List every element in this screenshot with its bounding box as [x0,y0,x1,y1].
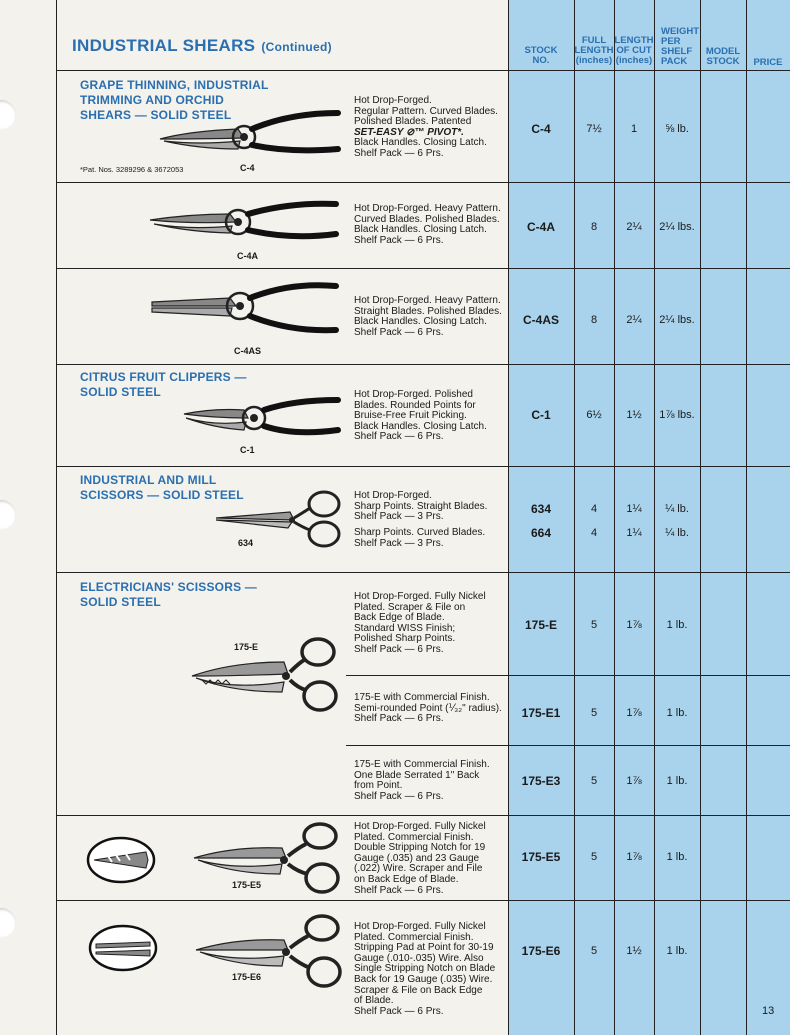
electricians-scissors-175e6-illustration [196,914,342,988]
weight-175e6: 1 lb. [666,945,688,957]
description-175e5: Hot Drop-Forged. Fully Nickel Plated. Commercial Finish. Double Stripping Notch for 19 Gauge (.035) and 23 Gauge (.022) Wire. Scraper and File on Back Edge of Blade. Shelf Pack — 6 Prs. [354,821,486,896]
row-divider [56,182,790,183]
table-shaded-area [508,0,790,1035]
row-divider [346,745,790,746]
full-length-c4: 7½ [586,123,602,135]
stock-no-c4: C-4 [531,122,551,136]
weight-c4: ⅝ lb. [665,123,689,135]
row-divider [346,675,790,676]
model-label-c4as: C-4AS [234,346,262,356]
stock-no-175e5: 175-E5 [521,850,561,864]
stock-no-664: 664 [530,526,552,540]
model-label-634: 634 [238,538,254,548]
row-divider [56,815,790,816]
binder-hole [0,908,16,938]
length-of-cut-c1: 1½ [626,409,642,421]
citrus-clippers-c1-illustration [184,394,340,444]
row-divider [56,70,790,71]
stock-no-c4as: C-4AS [522,313,559,327]
row-divider [56,572,790,573]
full-length-c4a: 8 [590,221,598,233]
length-of-cut-175e3: 1⅞ [626,775,642,787]
length-of-cut-664: 1¼ [626,527,642,539]
length-of-cut-175e1: 1⅞ [626,707,642,719]
electricians-scissors-175e-illustration [192,636,338,714]
model-label-175e5: 175-E5 [232,880,262,890]
column-header-stock-no: STOCK NO. [524,45,558,66]
electricians-scissors-175e5-illustration [194,822,340,894]
weight-c4as: 2¼ lbs. [659,314,695,326]
description-175e1: 175-E with Commercial Finish. Semi-rounded Point (⅟₃₂" radius). Shelf Pack — 6 Prs. [354,692,502,725]
weight-c4a: 2¼ lbs. [659,221,695,233]
section-title-citrus-clippers: CITRUS FRUIT CLIPPERS — SOLID STEEL [80,370,247,399]
row-divider [56,268,790,269]
pruning-shears-c4a-illustration [150,200,340,250]
page-title-continued: (Continued) [261,40,332,54]
blade-detail-175e6-illustration [88,924,158,972]
pruning-shears-c4as-illustration [150,280,340,340]
description-c4as: Hot Drop-Forged. Heavy Pattern. Straight Blades. Polished Blades. Black Handles. Closing Latch. Shelf Pack — 6 Prs. [354,295,502,338]
column-divider [700,0,701,1035]
stock-no-c4a: C-4A [526,220,555,234]
column-divider [614,0,615,1035]
length-of-cut-c4a: 2¼ [626,221,642,233]
section-title-electricians-scissors: ELECTRICIANS' SCISSORS — SOLID STEEL [80,580,258,609]
column-header-price: PRICE [753,57,783,68]
column-header-full-length: FULL LENGTH (inches) [574,35,614,66]
model-label-c1: C-1 [240,445,255,455]
full-length-175e1: 5 [590,707,598,719]
stock-no-175e: 175-E [524,618,558,632]
section-title-grape-shears: GRAPE THINNING, INDUSTRIAL TRIMMING AND ORCHID SHEARS — SOLID STEEL [80,78,269,122]
page-title: INDUSTRIAL SHEARS (Continued) [72,36,332,55]
column-header-weight: WEIGHT PER SHELF PACK [661,26,699,67]
weight-175e5: 1 lb. [666,851,688,863]
description-634: Hot Drop-Forged. Sharp Points. Straight Blades. Shelf Pack — 3 Prs. [354,490,488,523]
description-c1: Hot Drop-Forged. Polished Blades. Rounded Points for Bruise-Free Fruit Picking. Black Handles. Closing Latch. Shelf Pack — 6 Prs. [354,389,487,443]
mill-scissors-634-illustration [216,490,342,550]
full-length-175e3: 5 [590,775,598,787]
model-label-175e6: 175-E6 [232,972,262,982]
weight-175e3: 1 lb. [666,775,688,787]
left-margin-rule [56,0,57,1035]
stock-no-175e6: 175-E6 [521,944,561,958]
length-of-cut-c4: 1 [630,123,638,135]
page-number: 13 [762,1005,775,1017]
full-length-175e6: 5 [590,945,598,957]
full-length-c1: 6½ [586,409,602,421]
description-664: Sharp Points. Curved Blades. Shelf Pack — 3 Prs. [354,527,486,549]
length-of-cut-634: 1¼ [626,503,642,515]
full-length-175e: 5 [590,619,598,631]
pruning-shears-c4-illustration [160,105,340,165]
row-divider [56,900,790,901]
weight-175e1: 1 lb. [666,707,688,719]
stock-no-175e3: 175-E3 [521,774,561,788]
column-divider [508,0,509,1035]
stock-no-175e1: 175-E1 [521,706,561,720]
length-of-cut-c4as: 2¼ [626,314,642,326]
weight-c1: 1⅞ lbs. [659,409,695,421]
row-divider [56,364,790,365]
length-of-cut-175e5: 1⅞ [626,851,642,863]
column-header-model-stock: MODEL STOCK [705,46,741,67]
full-length-634: 4 [590,503,598,515]
column-divider [746,0,747,1035]
model-label-c4: C-4 [240,163,255,173]
binder-hole [0,100,16,130]
blade-detail-175e5-illustration [86,836,156,884]
stock-no-c1: C-1 [531,408,551,422]
weight-634: ¼ lb. [665,503,689,515]
column-divider [654,0,655,1035]
patent-note: *Pat. Nos. 3289296 & 3672053 [80,165,184,174]
description-175e: Hot Drop-Forged. Fully Nickel Plated. Scraper & File on Back Edge of Blade. Standard WISS Finish; Polished Sharp Points. Shelf Pack — 6 Prs. [354,591,486,655]
length-of-cut-175e6: 1½ [626,945,642,957]
weight-175e: 1 lb. [666,619,688,631]
row-divider [56,466,790,467]
set-easy-pivot-mark: SET-EASY ⊘™ PIVOT*. [354,126,464,138]
section-title-mill-scissors: INDUSTRIAL AND MILL SCISSORS — SOLID STEEL [80,473,244,502]
description-c4: Hot Drop-Forged. Regular Pattern. Curved Blades. Polished Blades. Patented SET-EASY ⊘™ PIVOT*. Black Handles. Closing Latch. Shelf Pack — 6 Prs. [354,95,498,159]
full-length-664: 4 [590,527,598,539]
column-divider [574,0,575,1035]
model-label-175e: 175-E [234,642,259,652]
full-length-c4as: 8 [590,314,598,326]
full-length-175e5: 5 [590,851,598,863]
model-label-c4a: C-4A [237,251,259,261]
column-header-length-of-cut: LENGTH OF CUT (inches) [614,35,654,66]
description-175e3: 175-E with Commercial Finish. One Blade Serrated 1" Back from Point. Shelf Pack — 6 Prs. [354,759,490,802]
binder-hole [0,500,16,530]
description-c4a: Hot Drop-Forged. Heavy Pattern. Curved Blades. Polished Blades. Black Handles. Closing Latch. Shelf Pack — 6 Prs. [354,203,501,246]
stock-no-634: 634 [530,502,552,516]
description-175e6: Hot Drop-Forged. Fully Nickel Plated. Commercial Finish. Stripping Pad at Point for 30-19 Gauge (.010-.035) Wire. Also Single Stripping Notch on Blade Back for 19 Gauge (.035) Wire. Scraper & File on Back Edge of Blade. Shelf Pack — 6 Prs. [354,921,496,1017]
weight-664: ¼ lb. [665,527,689,539]
length-of-cut-175e: 1⅞ [626,619,642,631]
